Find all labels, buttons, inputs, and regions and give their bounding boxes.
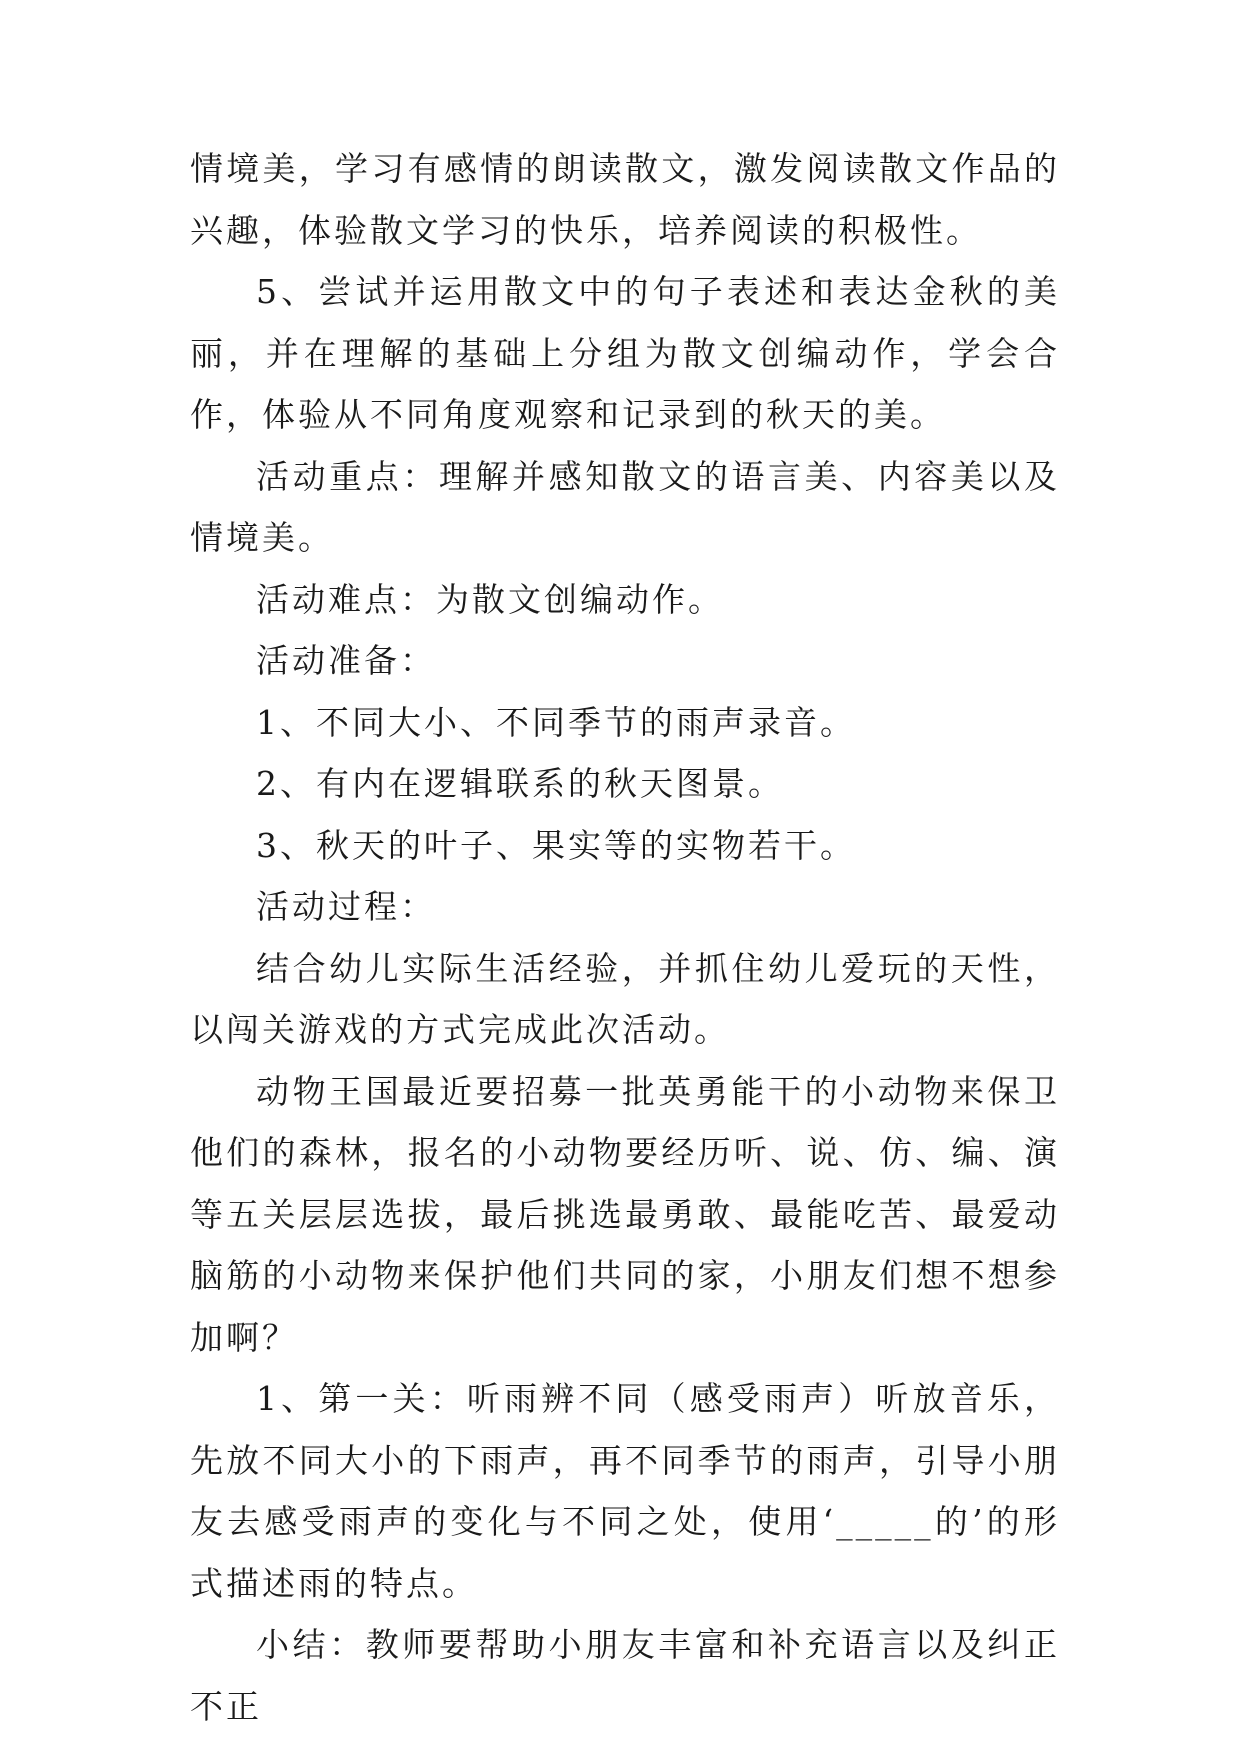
paragraph-4: 活动难点：为散文创编动作。 — [256, 579, 724, 619]
paragraph-10: 结合幼儿实际生活经验，并抓住幼儿爱玩的天性，以闯关游戏的方式完成此次活动。 — [190, 948, 1060, 1049]
paragraph-9: 活动过程： — [256, 887, 436, 926]
paragraph-2: 5、尝试并运用散文中的句子表述和表达金秋的美丽，并在理解的基础上分组为散文创编动作，学会合作，体验从不同角度观察和记录到的秋天的美。 — [190, 272, 1060, 434]
paragraph-7: 2、有内在逻辑联系的秋天图景。 — [256, 764, 784, 803]
paragraph-8: 3、秋天的叶子、果实等的实物若干。 — [256, 825, 856, 865]
paragraph-13: 小结：教师要帮助小朋友丰富和补充语言以及纠正不正 — [190, 1625, 1060, 1726]
document-body — [190, 138, 1060, 1737]
paragraph-11: 动物王国最近要招募一批英勇能干的小动物来保卫他们的森林，报名的小动物要经历听、说、仿、编、演等五关层层选拔，最后挑选最勇敢、最能吃苦、最爱动脑筋的小动物来保护他们共同的家，小朋友们想不想参加啊？ — [190, 1071, 1060, 1357]
paragraph-1: 情境美，学习有感情的朗读散文，激发阅读散文作品的兴趣，体验散文学习的快乐，培养阅读的积极性。 — [190, 149, 1060, 250]
paragraph-12: 1、第一关：听雨辨不同（感受雨声）听放音乐，先放不同大小的下雨声，再不同季节的雨声，引导小朋友去感受雨声的变化与不同之处，使用‘_____的’的形式描述雨的特点。 — [190, 1379, 1060, 1603]
paragraph-5: 活动准备： — [256, 641, 436, 680]
paragraph-6: 1、不同大小、不同季节的雨声录音。 — [256, 702, 856, 742]
paragraph-3: 活动重点：理解并感知散文的语言美、内容美以及情境美。 — [190, 456, 1060, 557]
